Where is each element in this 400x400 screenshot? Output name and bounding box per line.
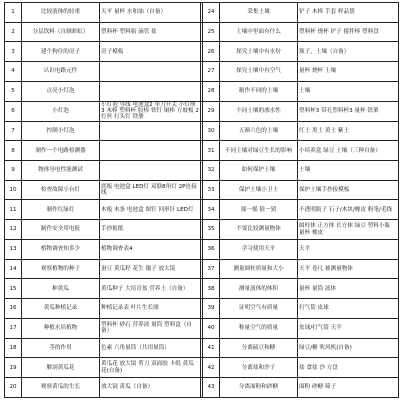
materials-cell (100, 62, 201, 82)
materials-cell: 木板 木条 电池盒 图钉 回形针 LED灯 (100, 200, 201, 220)
row-number: 29 (203, 101, 220, 121)
table-row (5, 141, 399, 161)
activity-name: 控制小灯泡 (22, 121, 100, 141)
activity-name: 观察植物的种子 (22, 259, 100, 279)
table-row (5, 239, 399, 259)
materials-cell: 不透明瓶子 石子/木块/橡皮 粉笔/毛线 (298, 200, 399, 220)
materials-cell: 种植记录表 叶片生长图 (100, 299, 201, 319)
activity-name: 探究土壤中有空气 (220, 62, 298, 82)
row-number: 36 (203, 239, 220, 259)
row-number: 6 (5, 101, 22, 121)
activity-name: 检查故障小台灯 (22, 180, 100, 200)
row-number: 26 (203, 42, 220, 62)
row-number: 40 (203, 318, 220, 338)
row-number: 35 (203, 220, 220, 240)
activity-name: 分离面粉和砂糖 (220, 378, 298, 398)
table-row (5, 81, 399, 101)
activity-name: 认识电路元件 (22, 62, 100, 82)
materials-cell: 量杯 烧杯 土壤 (298, 62, 399, 82)
activity-name: 摇一摇 猜一猜 (220, 200, 298, 220)
table-row (5, 62, 399, 82)
materials-cell: 红土 黑土 黄土 紫土 (298, 121, 399, 141)
table-row (5, 101, 399, 121)
activity-name: 制作红绿灯 (22, 200, 100, 220)
activity-name: 分层饮料（自制彩虹） (22, 22, 100, 42)
activity-name: 如何保护土壤 (220, 160, 298, 180)
materials-cell: 小培养盒 绿豆 土壤（三种自备） (298, 141, 399, 161)
materials-cell: 瓶子，土壤（自备） (298, 42, 399, 62)
table-row (5, 338, 399, 358)
materials-cell: 黄瓜花 放大镜 剪刀 双面胶 卡纸 黄瓜花(自备) (100, 358, 201, 378)
table-row (5, 299, 399, 319)
materials-cell: 手抄报纸 (100, 220, 201, 240)
materials-cell: 面粉 砂糖 筛子 (298, 378, 399, 398)
table-row (5, 358, 399, 378)
row-number: 37 (203, 259, 220, 279)
materials-cell: 天平 卷尺 被测量物体 (298, 259, 399, 279)
materials-cell: 塑料杯 砂石 营养液 量筒 塑料盒（自备） (100, 318, 201, 338)
activity-name: 土壤中里面有什么 (220, 22, 298, 42)
activity-name: 分离盐和沙子 (220, 358, 298, 378)
activity-name: 点亮小灯泡 (22, 81, 100, 101)
activity-name: 物体导电性能测试 (22, 160, 100, 180)
table-row (5, 42, 399, 62)
row-number: 34 (203, 200, 220, 220)
materials-cell: 塑料杯 塑料瓶 滴管 盐 (100, 22, 201, 42)
row-number: 5 (5, 81, 22, 101)
materials-cell: 房子模板 (100, 42, 201, 62)
row-number: 15 (5, 279, 22, 299)
activity-name: 植物调查知多少 (22, 239, 100, 259)
materials-cell: 量杯 量筒 液体 (298, 279, 399, 299)
row-number: 12 (5, 220, 22, 240)
activity-name: 不同土壤对绿豆生长的影响 (220, 141, 298, 161)
table-row (5, 3, 399, 23)
row-number: 2 (5, 22, 22, 42)
activity-name: 测量液体的体积 (220, 279, 298, 299)
row-number: 25 (203, 22, 220, 42)
activity-name: 比较液体的轻重 (22, 3, 100, 23)
materials-cell: 打气筒 皮球 (298, 299, 399, 319)
row-number: 38 (203, 279, 220, 299)
activity-name: 测量圆柱质量和大小 (220, 259, 298, 279)
row-number: 24 (203, 3, 220, 23)
row-number: 30 (203, 121, 220, 141)
activity-name: 观察黄瓜的生长 (22, 378, 100, 398)
activity-name: 制作安全用电报 (22, 220, 100, 240)
table-body (5, 3, 399, 398)
materials-cell: 蚕豆 黄瓜籽 花生 镊子 放大镜 (100, 259, 201, 279)
materials-cell: 底板 电池盒 LED灯 双联8角灯 2P连接线 (100, 180, 201, 200)
table-row (5, 160, 399, 180)
row-number: 1 (5, 3, 22, 23)
table-row (5, 180, 399, 200)
table-row (5, 279, 399, 299)
activity-name: 不同土壤的渗水性 (220, 101, 298, 121)
materials-cell (100, 160, 201, 180)
row-number: 9 (5, 160, 22, 180)
activity-name: 学习使用天平 (220, 239, 298, 259)
activity-name: 建个狗住的房子 (22, 42, 100, 62)
row-number: 41 (203, 338, 220, 358)
materials-cell: 塑料杯 烧杯 铲子 搅拌棒 塑料盘 (298, 22, 399, 42)
row-number: 10 (5, 180, 22, 200)
row-number: 32 (203, 160, 220, 180)
row-number: 7 (5, 121, 22, 141)
row-number: 14 (5, 259, 22, 279)
activity-name: 称量空气的质量 (220, 318, 298, 338)
materials-cell: 天平 量杯 水和油（自备） (100, 3, 201, 23)
activity-name: 制作一个电路检测器 (22, 141, 100, 161)
row-number: 28 (203, 81, 220, 101)
row-number: 19 (5, 358, 22, 378)
materials-cell: 放大镜 黄瓜（自备） (100, 378, 201, 398)
row-number: 17 (5, 318, 22, 338)
row-number: 18 (5, 338, 22, 358)
materials-cell: 圆柱体 正方体 长方体 绿豆 塑料小瓶 量杯 橡皮 (298, 220, 399, 240)
row-number: 8 (5, 141, 22, 161)
table-row (5, 121, 399, 141)
row-number: 42 (203, 358, 220, 378)
activity-name: 制作不同的土壤 (220, 81, 298, 101)
materials-cell: 土壤 (298, 81, 399, 101)
materials-cell: 天平 (298, 239, 399, 259)
materials-table (4, 2, 399, 398)
activity-name: 不要比较测量物体 (220, 220, 298, 240)
activity-name: 小灯泡 (22, 101, 100, 121)
materials-cell: 保护土壤手抄报模板 (298, 180, 399, 200)
row-number: 27 (203, 62, 220, 82)
materials-cell: 小灯泡 导线 电池盒2 单刀开关 小灯座3 木棒 塑料杯 胶棒 铁钉 铜棒 方坡板 2 灯丝 打头钉 铁册 (101, 101, 199, 121)
row-number: 39 (203, 299, 220, 319)
activity-name: 黄瓜种植记录 (22, 299, 100, 319)
materials-cell: 铲子 木棒 手套 样品袋 (298, 3, 399, 23)
materials-cell (100, 141, 201, 161)
materials-cell (100, 81, 201, 101)
materials-cell: 色素 六角量筒（共用量筒） (100, 338, 201, 358)
activity-name: 探究土壤中有水份 (220, 42, 298, 62)
table-row (5, 378, 399, 398)
row-number: 13 (5, 239, 22, 259)
row-number: 3 (5, 42, 22, 62)
materials-cell (100, 121, 201, 141)
activity-name: 采集土壤 (220, 3, 298, 23)
materials-cell: 塑料杯3 带孔塑料杯3 量杯 铁架 (298, 101, 399, 121)
row-number: 33 (203, 180, 220, 200)
row-number: 11 (5, 200, 22, 220)
materials-cell: 绿豆/糖 吹风机(自备) (298, 338, 399, 358)
row-number: 31 (203, 141, 220, 161)
activity-name: 解剖黄瓜花 (22, 358, 100, 378)
row-number: 20 (5, 378, 22, 398)
activity-name: 茎的作用 (22, 338, 100, 358)
activity-name: 五颜六色的土壤 (220, 121, 298, 141)
materials-cell: 黄瓜种子 大培育盆 营养土（自备） (100, 279, 201, 299)
activity-name: 分离硫豆和糖 (220, 338, 298, 358)
row-number: 16 (5, 299, 22, 319)
activity-name: 种黄瓜 (22, 279, 100, 299)
materials-cell: 盐 食盐 沙 方盘 (298, 358, 399, 378)
activity-name: 种植水培植物 (22, 318, 100, 338)
activity-name: 证明空气有质量 (220, 299, 298, 319)
materials-cell: 皮球/打气筒 天平 (298, 318, 399, 338)
row-number: 43 (203, 378, 220, 398)
table-row (5, 220, 399, 240)
table-row (5, 318, 399, 338)
materials-cell: 土壤 (298, 160, 399, 180)
row-number: 4 (5, 62, 22, 82)
materials-cell: 植物调查表4 (100, 239, 201, 259)
activity-name: 保护土壤小卫士 (220, 180, 298, 200)
table-row (5, 22, 399, 42)
table-row (5, 200, 399, 220)
table-row (5, 259, 399, 279)
